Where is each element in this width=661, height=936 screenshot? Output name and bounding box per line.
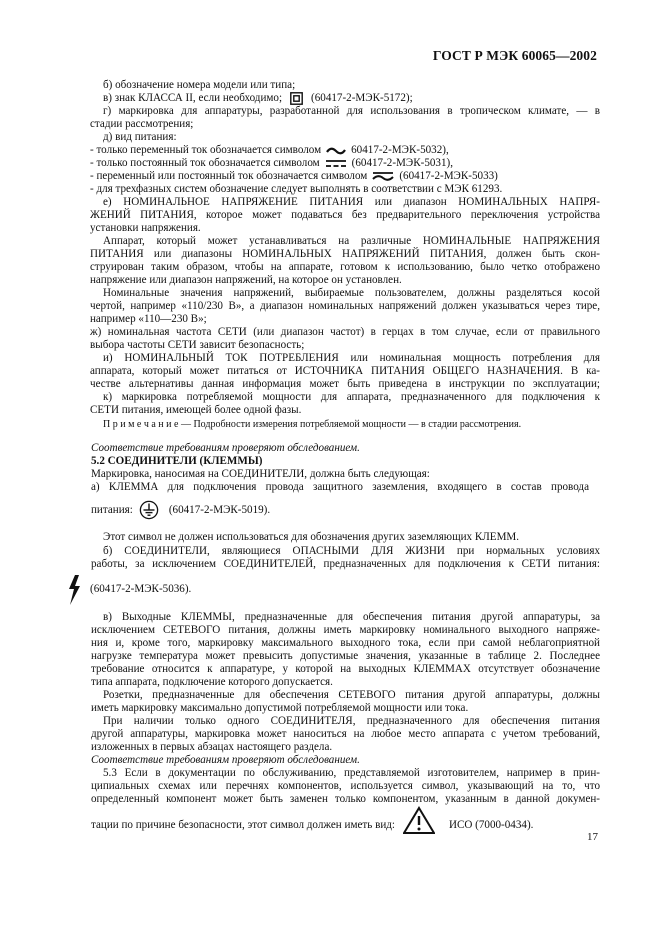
text-line: струирован таким образом, чтобы на аппарате, готовом к использованию, было четко отображено	[90, 261, 600, 273]
text-line: 5.3 Если в документации по обслуживанию, представляемой изготовителем, например в прин-	[103, 767, 600, 779]
text-span: (60417-2-МЭК-5031),	[351, 157, 453, 169]
text-line: Номинальные значения напряжений, выбираемые пользователем, должны разделяться косой	[103, 287, 600, 299]
text-line: и) НОМИНАЛЬНЫЙ ТОК ПОТРЕБЛЕНИЯ или номинальная мощность потребления для	[103, 352, 600, 364]
text-line: стадии рассмотрения;	[90, 118, 194, 130]
text-line: требование относится к аппаратуре, у которой на выходных КЛЕММАХ отсутствует обозначение	[91, 663, 600, 675]
text-line: выбора частоты СЕТИ зависит безопасность;	[90, 339, 305, 351]
text-line: г) маркировка для аппаратуры, разработанной для использования в тропическом климате, — в	[103, 105, 600, 117]
text-span: (60417-2-МЭК-5019).	[168, 503, 271, 516]
text-line: б) обозначение номера модели или типа;	[103, 79, 296, 91]
text-line: (60417-2-МЭК-5036).	[90, 583, 192, 595]
text-line: При наличии только одного СОЕДИНИТЕЛЯ, предназначенного для обеспечения питания	[103, 715, 600, 727]
text-span: - только переменный ток обозначается символом	[90, 144, 322, 156]
text-line: к) маркировка потребляемой мощности для аппарата, предназначенного для подключения к	[103, 391, 600, 403]
text-line: СЕТИ питания, имеющей более одной фазы.	[90, 404, 302, 416]
text-line: Маркировка, наносимая на СОЕДИНИТЕЛИ, должна быть следующая:	[91, 468, 430, 480]
text-line: е) НОМИНАЛЬНОЕ НАПРЯЖЕНИЕ ПИТАНИЯ или диапазон НОМИНАЛЬНЫХ НАПРЯ-	[103, 196, 600, 208]
text-span: (60417-2-МЭК-5172);	[311, 92, 413, 104]
text-line: исключением СЕТЕВОГО питания, должны иметь маркировку номинального выходного напряже-	[91, 624, 600, 636]
text-line: Аппарат, который может устанавливаться на различные НОМИНАЛЬНЫЕ НАПРЯЖЕНИЯ	[103, 235, 600, 247]
text-span: тации по причине безопасности, этот символ должен иметь вид:	[91, 818, 395, 831]
text-span: ИСО (7000-0434).	[448, 818, 534, 831]
ac-dc-current-icon	[372, 171, 394, 182]
text-span: питания:	[91, 503, 133, 516]
text-span: - переменный или постоянный ток обозначается символом	[90, 170, 368, 182]
text-line: ния и, кроме того, маркировку максимального выходного тока, если при самой неблагоприятной	[91, 637, 600, 649]
text-line: а) КЛЕММА для подключения провода защитного заземления, входящего в состав провода	[91, 481, 589, 493]
direct-current-icon	[325, 159, 347, 168]
text-line: ципиальных схемах или перечнях компонентов, используется символ, указывающий на то, что	[91, 780, 600, 792]
text-span: (60417-2-МЭК-5033)	[399, 170, 498, 182]
class-ii-double-square-icon	[290, 92, 303, 105]
text-line	[91, 806, 600, 834]
text-line: ж) номинальная частота СЕТИ (или диапазон частот) в герцах в том случае, если от правильного	[90, 326, 600, 338]
text-span: - только постоянный ток обозначается символом	[90, 157, 320, 169]
text-line: другой аппаратуры, маркировка может наноситься на любое место аппарата с учетом требований,	[91, 728, 600, 740]
text-line: определенный компонент может быть заменен только компонентом, указанным в данной докумен-	[91, 793, 600, 805]
text-line	[90, 144, 600, 157]
compliance-line: Соответствие требованиям проверяют обследованием.	[91, 442, 360, 454]
text-line: иметь маркировку максимально допустимой потребляемой мощности или тока.	[91, 702, 469, 714]
text-line: Розетки, предназначенные для обеспечения СЕТЕВОГО питания другой аппаратуры, должны	[103, 689, 600, 701]
section-heading: 5.2 СОЕДИНИТЕЛИ (КЛЕММЫ)	[91, 455, 263, 467]
text-line: например «110—230 В»;	[90, 313, 207, 325]
text-span: 60417-2-МЭК-5032),	[351, 144, 449, 156]
text-line	[90, 170, 600, 183]
text-line	[103, 92, 600, 105]
text-line: ЖЕНИЙ ПИТАНИЯ, которое может подаваться без предварительного переключения устройства	[90, 209, 600, 221]
warning-triangle-icon	[403, 806, 435, 834]
text-line: типа аппарата, подключение которого допускается.	[91, 676, 333, 688]
text-span: в) знак КЛАССА II, если необходимо;	[103, 92, 283, 104]
text-line: напряжение или диапазон напряжений, на которое он установлен.	[90, 274, 402, 286]
text-line: Этот символ не должен использоваться для обозначения других заземляющих КЛЕММ.	[103, 531, 520, 543]
text-line: изложенных в первых абзацах настоящего раздела.	[91, 741, 333, 753]
note-line: П р и м е ч а н и е — Подробности измерения потребляемой мощности — в стадии рассмотрения.	[103, 419, 522, 430]
page-number: 17	[587, 831, 598, 843]
hazardous-voltage-icon	[66, 574, 82, 606]
text-line	[91, 500, 600, 520]
protective-earth-icon	[139, 500, 159, 520]
alternating-current-icon	[326, 146, 346, 156]
text-line: ПИТАНИЯ или диапазоны НОМИНАЛЬНЫХ НАПРЯЖЕНИЙ ПИТАНИЯ, должен быть скон-	[90, 248, 600, 260]
text-line: б) СОЕДИНИТЕЛИ, являющиеся ОПАСНЫМИ ДЛЯ ЖИЗНИ при нормальных условиях	[103, 545, 600, 557]
document-header: ГОСТ Р МЭК 60065—2002	[432, 48, 597, 63]
text-line: честве альтернативы данная информация может быть приведена в инструкции по эксплуатации;	[90, 378, 600, 390]
text-line: д) вид питания:	[103, 131, 177, 143]
text-line: - для трехфазных систем обозначение следует выполнять в соответствии с МЭК 61293.	[90, 183, 503, 195]
text-line: аппарата, который может питаться от ИСТОЧНИКА ПИТАНИЯ ОБЩЕГО НАЗНАЧЕНИЯ. В ка-	[90, 365, 600, 377]
text-line: работы, за исключением СОЕДИНИТЕЛЕЙ, предназначенных для подключения к СЕТИ питания:	[91, 558, 600, 570]
text-line: нагрузке температура может превысить допустимые значения, указанные в таблице 2. Последнее	[91, 650, 600, 662]
text-line: установки напряжения.	[90, 222, 201, 234]
text-line: в) Выходные КЛЕММЫ, предназначенные для обеспечения питания другой аппаратуры, за	[103, 611, 600, 623]
text-line	[90, 157, 600, 170]
text-line: чертой, например «110/230 В», а диапазон номинальных напряжений должен указываться через тире,	[90, 300, 600, 312]
compliance-line: Соответствие требованиям проверяют обследованием.	[91, 754, 360, 766]
